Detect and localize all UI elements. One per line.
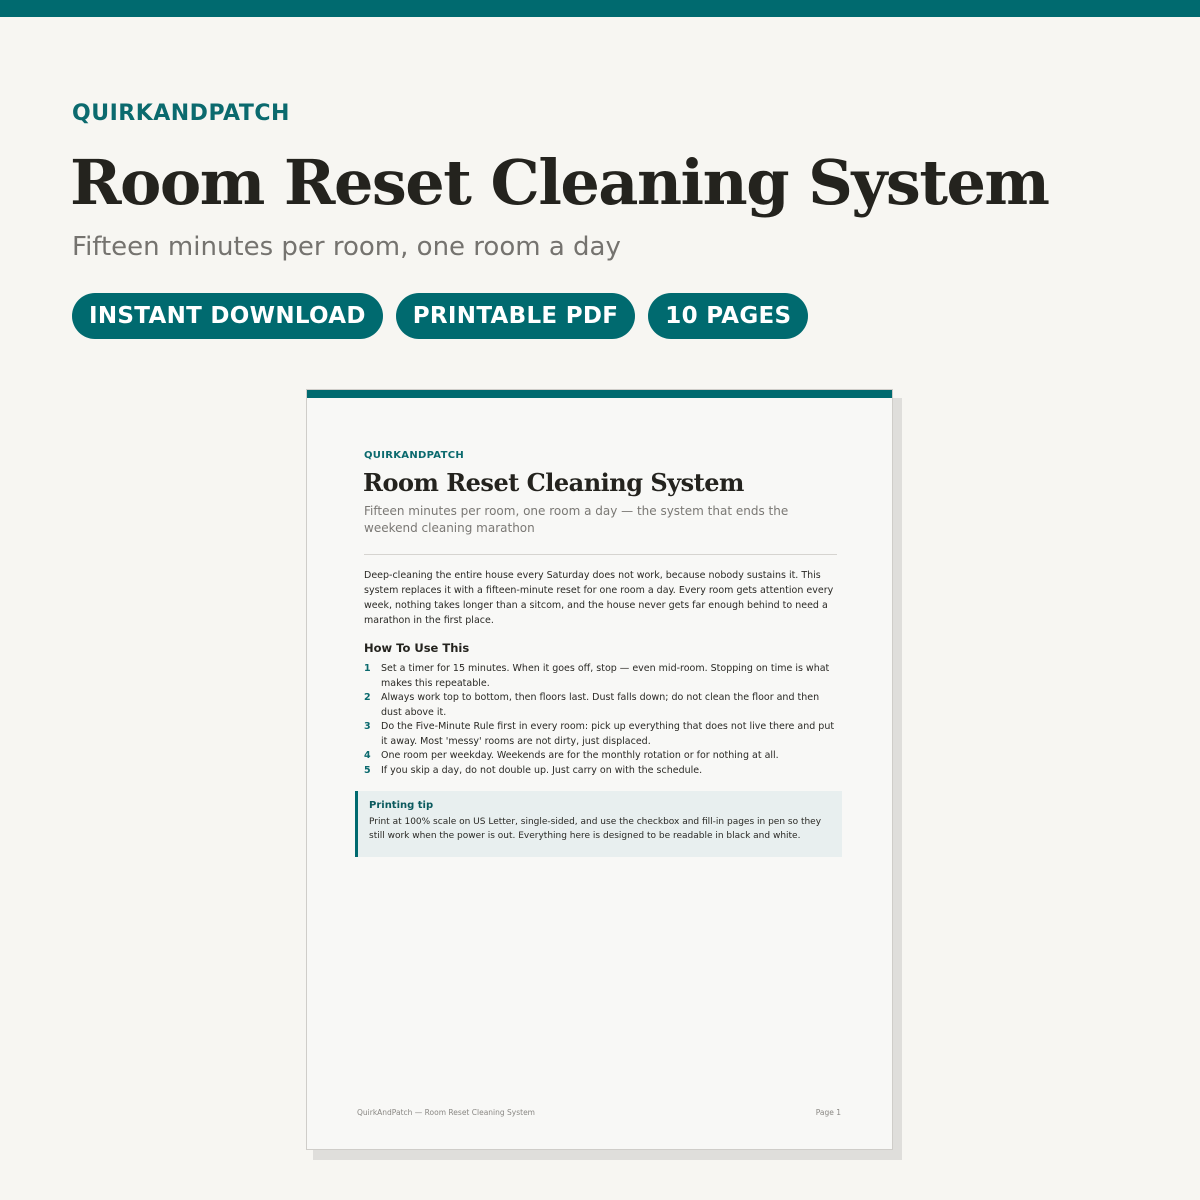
list-item — [364, 720, 839, 749]
list-item — [364, 764, 839, 779]
step-text: Always work top to bottom, then floors last. Dust falls down; do not clean the floor and then dust above it. — [381, 692, 820, 718]
brand-name: QUIRKANDPATCH — [72, 101, 290, 126]
preview-page-number: Page 1 — [815, 1108, 841, 1117]
list-item — [364, 691, 839, 720]
preview-subtitle: Fifteen minutes per room, one room a day — the system that ends the weekend cleaning marathon — [364, 504, 789, 535]
page-subtitle: Fifteen minutes per room, one room a day — [72, 232, 621, 262]
badge-printable-pdf: PRINTABLE PDF — [396, 293, 636, 339]
printing-tip-title: Printing tip — [369, 800, 434, 811]
step-number: 3 — [364, 721, 371, 732]
list-item — [364, 749, 839, 764]
list-item — [364, 662, 839, 691]
feature-badges — [72, 293, 808, 339]
step-number: 5 — [364, 764, 371, 776]
preview-page-top-bar — [307, 390, 892, 398]
step-number: 2 — [364, 692, 371, 703]
preview-how-heading: How To Use This — [364, 641, 470, 655]
preview-footer-left: QuirkAndPatch — Room Reset Cleaning System — [357, 1108, 535, 1117]
step-number: 1 — [364, 663, 371, 674]
step-number: 4 — [364, 750, 371, 761]
printing-tip-callout — [355, 791, 842, 857]
preview-brand: QUIRKANDPATCH — [364, 450, 465, 461]
step-text: Do the Five-Minute Rule first in every room: pick up everything that does not live there and put it away. Most 'messy' rooms are not dirty, just displaced. — [381, 721, 835, 747]
step-text: If you skip a day, do not double up. Just carry on with the schedule. — [381, 764, 703, 776]
preview-divider — [364, 554, 837, 555]
badge-instant-download: INSTANT DOWNLOAD — [72, 293, 383, 339]
top-accent-bar — [0, 0, 1200, 17]
preview-title: Room Reset Cleaning System — [363, 468, 744, 497]
printing-tip-body: Print at 100% scale on US Letter, single-sided, and use the checkbox and fill-in pages in pen so they still work when the power is out. Everything here is designed to be readable in black and white. — [369, 817, 822, 841]
step-text: One room per weekday. Weekends are for the monthly rotation or for nothing at all. — [381, 750, 779, 761]
preview-steps-list — [364, 662, 839, 778]
badge-page-count: 10 PAGES — [648, 293, 808, 339]
preview-intro: Deep-cleaning the entire house every Saturday does not work, because nobody sustains it. This system replaces it with a fifteen-minute reset for one room a day. Every room gets attention every week, nothing takes longer than a sitcom, and the house never gets far enough behind to need a marathon in the first place. — [364, 570, 834, 626]
step-text: Set a timer for 15 minutes. When it goes off, stop — even mid-room. Stopping on time is what makes this repeatable. — [381, 663, 830, 689]
page-title: Room Reset Cleaning System — [70, 146, 1049, 219]
preview-page — [306, 389, 893, 1150]
